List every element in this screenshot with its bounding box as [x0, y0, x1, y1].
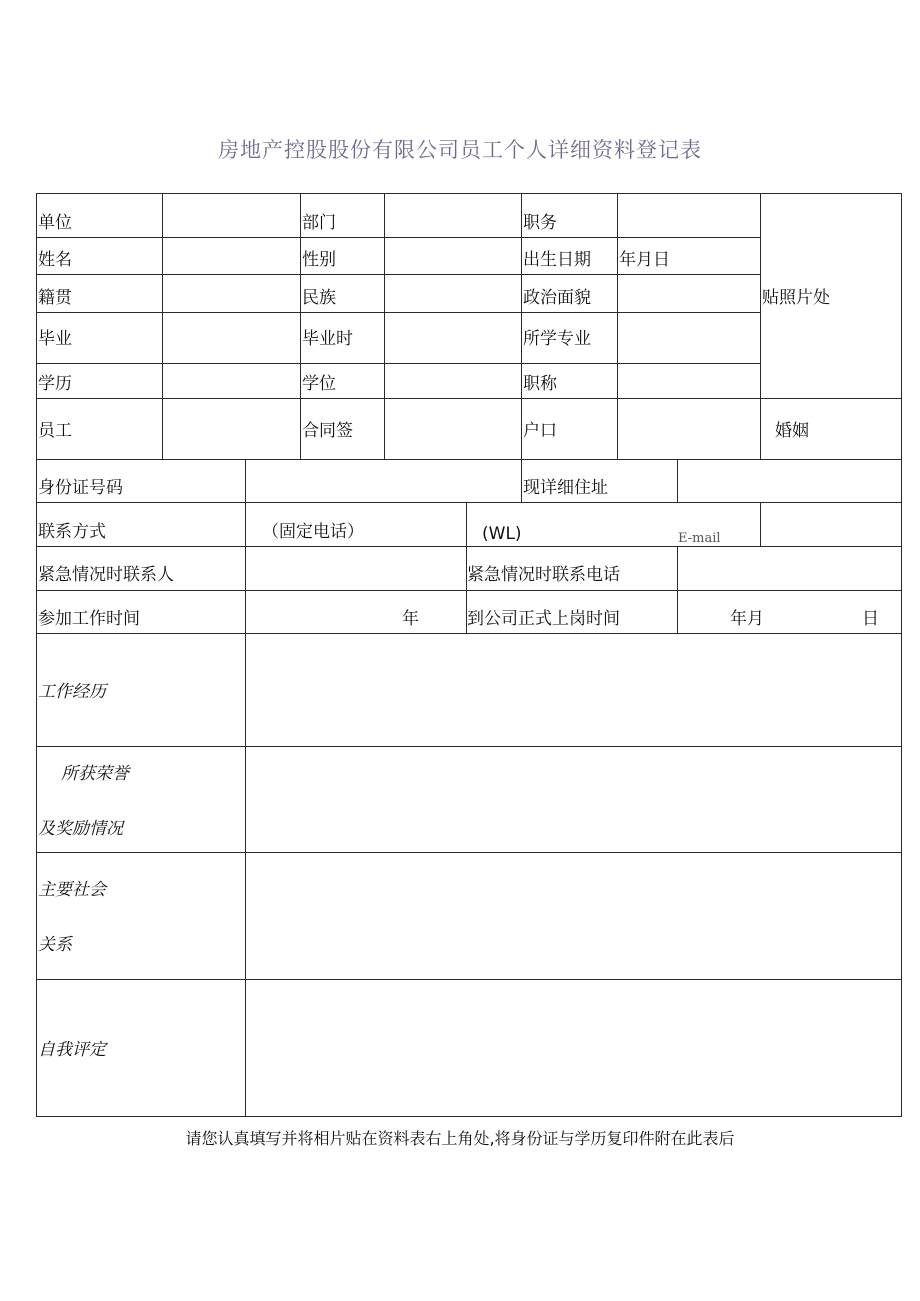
- emergency-contact-label: 紧急情况时联系人: [38, 565, 174, 585]
- dept-label: 部门: [302, 213, 336, 233]
- landline-field[interactable]: （固定电话）: [262, 522, 364, 542]
- origin-field[interactable]: [163, 275, 300, 312]
- employee-field[interactable]: [163, 399, 300, 459]
- onboard-day[interactable]: 日: [862, 609, 879, 629]
- onboard-year-month[interactable]: 年月: [730, 609, 764, 629]
- work-start-year[interactable]: 年: [402, 609, 419, 629]
- origin-label: 籍贯: [38, 288, 72, 308]
- self-evaluation-label: 自我评定: [38, 1040, 106, 1060]
- unit-label: 单位: [38, 213, 72, 233]
- id-number-field[interactable]: [246, 460, 521, 502]
- unit-field[interactable]: [163, 194, 300, 237]
- emergency-phone-label: 紧急情况时联系电话: [467, 565, 620, 585]
- graduate-school-field[interactable]: [163, 313, 300, 363]
- contract-field[interactable]: [385, 399, 521, 459]
- major-label: 所学专业: [523, 329, 591, 349]
- emergency-phone-field[interactable]: [678, 547, 901, 590]
- social-relations-field[interactable]: [246, 853, 901, 979]
- id-number-label: 身份证号码: [38, 478, 123, 498]
- title-rank-field[interactable]: [618, 364, 760, 398]
- work-history-label: 工作经历: [38, 682, 106, 702]
- dept-field[interactable]: [385, 194, 521, 237]
- hukou-field[interactable]: [618, 399, 760, 459]
- graduation-time-field[interactable]: [385, 313, 521, 363]
- self-evaluation-field[interactable]: [246, 980, 901, 1116]
- political-status-label: 政治面貌: [523, 288, 591, 308]
- onboard-date-label: 到公司正式上岗时间: [467, 609, 620, 629]
- degree-field[interactable]: [385, 364, 521, 398]
- education-label: 学历: [38, 374, 72, 394]
- address-field[interactable]: [678, 460, 901, 502]
- graduate-label: 毕业: [38, 329, 72, 349]
- birth-date-field[interactable]: 年月日: [619, 250, 670, 270]
- honors-label-line2: 及奖励情况: [38, 819, 123, 839]
- ethnicity-label: 民族: [302, 288, 336, 308]
- mobile-field[interactable]: (WL): [482, 524, 522, 544]
- name-field[interactable]: [163, 238, 300, 274]
- emergency-contact-field[interactable]: [246, 547, 466, 590]
- education-field[interactable]: [163, 364, 300, 398]
- email-label: E-mail: [678, 531, 721, 546]
- political-status-field[interactable]: [618, 275, 760, 312]
- form-title: 房地产控股股份有限公司员工个人详细资料登记表: [218, 138, 702, 162]
- degree-label: 学位: [302, 374, 336, 394]
- contact-label: 联系方式: [38, 522, 106, 542]
- contract-label: 合同签: [302, 421, 353, 441]
- title-rank-label: 职称: [523, 374, 557, 394]
- social-relations-label-line1: 主要社会: [38, 880, 106, 900]
- gender-label: 性别: [302, 250, 336, 270]
- email-field[interactable]: [761, 503, 901, 546]
- graduation-time-label: 毕业时: [302, 329, 353, 349]
- social-relations-label-line2: 关系: [38, 935, 72, 955]
- hukou-label: 户口: [523, 421, 557, 441]
- ethnicity-field[interactable]: [385, 275, 521, 312]
- honors-label-line1: 所获荣誉: [61, 764, 129, 784]
- major-field[interactable]: [618, 313, 760, 363]
- photo-placeholder: 贴照片处: [762, 288, 830, 308]
- employee-label: 员工: [38, 421, 72, 441]
- birth-date-label: 出生日期: [523, 250, 591, 270]
- gender-field[interactable]: [385, 238, 521, 274]
- position-field[interactable]: [618, 194, 760, 237]
- name-label: 姓名: [38, 250, 72, 270]
- address-label: 现详细住址: [523, 478, 608, 498]
- footer-note: 请您认真填写并将相片贴在资料表右上角处,将身份证与学历复印件附在此表后: [185, 1129, 735, 1148]
- work-history-field[interactable]: [246, 634, 901, 746]
- honors-field[interactable]: [246, 747, 901, 852]
- position-label: 职务: [523, 213, 557, 233]
- work-start-label: 参加工作时间: [38, 609, 140, 629]
- marriage-label: 婚姻: [775, 421, 809, 441]
